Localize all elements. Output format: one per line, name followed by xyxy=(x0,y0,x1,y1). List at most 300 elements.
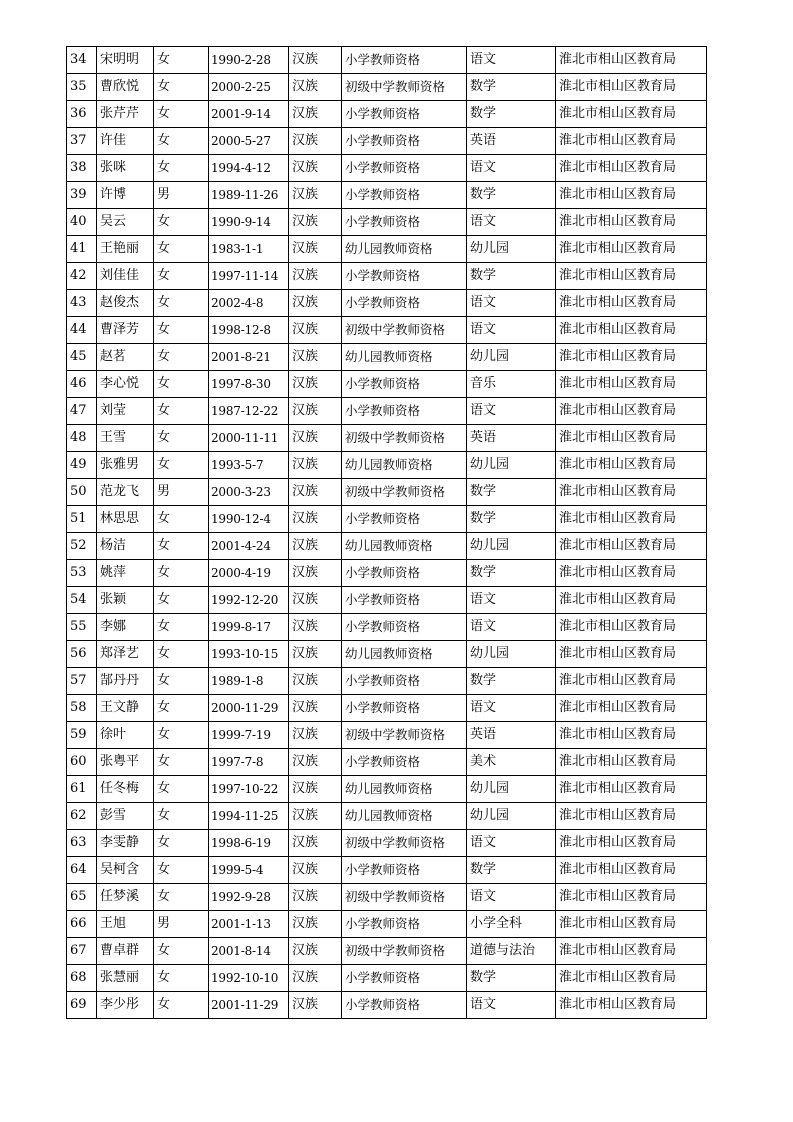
qualification-cell: 幼儿园教师资格 xyxy=(342,344,467,371)
table-row xyxy=(67,938,707,965)
ethnicity-cell: 汉族 xyxy=(289,47,342,74)
table-row xyxy=(67,398,707,425)
ethnicity-cell: 汉族 xyxy=(289,911,342,938)
name-cell: 宋明明 xyxy=(97,47,154,74)
gender-cell: 女 xyxy=(154,749,209,776)
subject-cell: 数学 xyxy=(467,263,556,290)
qualification-cell: 小学教师资格 xyxy=(342,182,467,209)
gender-cell: 女 xyxy=(154,830,209,857)
ethnicity-cell: 汉族 xyxy=(289,506,342,533)
ethnicity-cell: 汉族 xyxy=(289,641,342,668)
birth-date-cell: 2000-3-23 xyxy=(209,479,289,506)
birth-date-cell: 1990-12-4 xyxy=(209,506,289,533)
table-row xyxy=(67,479,707,506)
qualification-cell: 小学教师资格 xyxy=(342,911,467,938)
birth-date-cell: 1993-5-7 xyxy=(209,452,289,479)
row-number-cell: 59 xyxy=(67,722,97,749)
birth-date-cell: 2000-2-25 xyxy=(209,74,289,101)
row-number-cell: 49 xyxy=(67,452,97,479)
qualification-cell: 小学教师资格 xyxy=(342,992,467,1019)
table-row xyxy=(67,74,707,101)
name-cell: 许佳 xyxy=(97,128,154,155)
gender-cell: 女 xyxy=(154,317,209,344)
qualification-cell: 小学教师资格 xyxy=(342,695,467,722)
qualification-cell: 小学教师资格 xyxy=(342,587,467,614)
ethnicity-cell: 汉族 xyxy=(289,344,342,371)
qualification-cell: 小学教师资格 xyxy=(342,614,467,641)
birth-date-cell: 1992-12-20 xyxy=(209,587,289,614)
gender-cell: 女 xyxy=(154,209,209,236)
subject-cell: 幼儿园 xyxy=(467,533,556,560)
row-number-cell: 66 xyxy=(67,911,97,938)
subject-cell: 语文 xyxy=(467,290,556,317)
table-row xyxy=(67,452,707,479)
subject-cell: 语文 xyxy=(467,587,556,614)
qualification-cell: 小学教师资格 xyxy=(342,209,467,236)
row-number-cell: 68 xyxy=(67,965,97,992)
row-number-cell: 35 xyxy=(67,74,97,101)
table-row xyxy=(67,695,707,722)
qualification-cell: 初级中学教师资格 xyxy=(342,317,467,344)
name-cell: 曹欣悦 xyxy=(97,74,154,101)
table-row xyxy=(67,533,707,560)
agency-cell: 淮北市相山区教育局 xyxy=(556,668,707,695)
row-number-cell: 54 xyxy=(67,587,97,614)
subject-cell: 幼儿园 xyxy=(467,236,556,263)
table-row xyxy=(67,641,707,668)
birth-date-cell: 1997-11-14 xyxy=(209,263,289,290)
qualification-cell: 小学教师资格 xyxy=(342,371,467,398)
birth-date-cell: 2000-11-29 xyxy=(209,695,289,722)
gender-cell: 女 xyxy=(154,236,209,263)
subject-cell: 语文 xyxy=(467,317,556,344)
table-row xyxy=(67,425,707,452)
birth-date-cell: 2001-8-14 xyxy=(209,938,289,965)
name-cell: 任梦溪 xyxy=(97,884,154,911)
ethnicity-cell: 汉族 xyxy=(289,803,342,830)
row-number-cell: 50 xyxy=(67,479,97,506)
agency-cell: 淮北市相山区教育局 xyxy=(556,560,707,587)
agency-cell: 淮北市相山区教育局 xyxy=(556,911,707,938)
name-cell: 范龙飞 xyxy=(97,479,154,506)
subject-cell: 幼儿园 xyxy=(467,452,556,479)
birth-date-cell: 1990-9-14 xyxy=(209,209,289,236)
gender-cell: 女 xyxy=(154,371,209,398)
subject-cell: 语文 xyxy=(467,695,556,722)
subject-cell: 语文 xyxy=(467,884,556,911)
subject-cell: 数学 xyxy=(467,965,556,992)
row-number-cell: 36 xyxy=(67,101,97,128)
subject-cell: 数学 xyxy=(467,101,556,128)
gender-cell: 女 xyxy=(154,884,209,911)
subject-cell: 语文 xyxy=(467,155,556,182)
subject-cell: 语文 xyxy=(467,992,556,1019)
ethnicity-cell: 汉族 xyxy=(289,128,342,155)
name-cell: 张颖 xyxy=(97,587,154,614)
name-cell: 林思思 xyxy=(97,506,154,533)
birth-date-cell: 1997-8-30 xyxy=(209,371,289,398)
ethnicity-cell: 汉族 xyxy=(289,533,342,560)
agency-cell: 淮北市相山区教育局 xyxy=(556,587,707,614)
row-number-cell: 69 xyxy=(67,992,97,1019)
birth-date-cell: 1983-1-1 xyxy=(209,236,289,263)
subject-cell: 数学 xyxy=(467,506,556,533)
gender-cell: 女 xyxy=(154,857,209,884)
birth-date-cell: 2002-4-8 xyxy=(209,290,289,317)
agency-cell: 淮北市相山区教育局 xyxy=(556,182,707,209)
ethnicity-cell: 汉族 xyxy=(289,560,342,587)
roster-table xyxy=(66,46,707,1019)
table-row xyxy=(67,965,707,992)
gender-cell: 女 xyxy=(154,803,209,830)
ethnicity-cell: 汉族 xyxy=(289,614,342,641)
gender-cell: 女 xyxy=(154,452,209,479)
qualification-cell: 小学教师资格 xyxy=(342,749,467,776)
agency-cell: 淮北市相山区教育局 xyxy=(556,641,707,668)
name-cell: 杨洁 xyxy=(97,533,154,560)
subject-cell: 幼儿园 xyxy=(467,641,556,668)
name-cell: 赵茗 xyxy=(97,344,154,371)
agency-cell: 淮北市相山区教育局 xyxy=(556,74,707,101)
gender-cell: 女 xyxy=(154,533,209,560)
qualification-cell: 小学教师资格 xyxy=(342,560,467,587)
row-number-cell: 60 xyxy=(67,749,97,776)
subject-cell: 幼儿园 xyxy=(467,776,556,803)
subject-cell: 小学全科 xyxy=(467,911,556,938)
gender-cell: 女 xyxy=(154,425,209,452)
table-row xyxy=(67,290,707,317)
table-row xyxy=(67,884,707,911)
row-number-cell: 62 xyxy=(67,803,97,830)
subject-cell: 音乐 xyxy=(467,371,556,398)
agency-cell: 淮北市相山区教育局 xyxy=(556,830,707,857)
subject-cell: 数学 xyxy=(467,560,556,587)
gender-cell: 男 xyxy=(154,479,209,506)
row-number-cell: 37 xyxy=(67,128,97,155)
ethnicity-cell: 汉族 xyxy=(289,74,342,101)
name-cell: 郑泽艺 xyxy=(97,641,154,668)
qualification-cell: 小学教师资格 xyxy=(342,155,467,182)
qualification-cell: 幼儿园教师资格 xyxy=(342,803,467,830)
ethnicity-cell: 汉族 xyxy=(289,236,342,263)
qualification-cell: 幼儿园教师资格 xyxy=(342,641,467,668)
agency-cell: 淮北市相山区教育局 xyxy=(556,263,707,290)
row-number-cell: 55 xyxy=(67,614,97,641)
ethnicity-cell: 汉族 xyxy=(289,155,342,182)
gender-cell: 女 xyxy=(154,938,209,965)
subject-cell: 语文 xyxy=(467,398,556,425)
table-row xyxy=(67,911,707,938)
birth-date-cell: 1999-8-17 xyxy=(209,614,289,641)
agency-cell: 淮北市相山区教育局 xyxy=(556,425,707,452)
agency-cell: 淮北市相山区教育局 xyxy=(556,992,707,1019)
ethnicity-cell: 汉族 xyxy=(289,830,342,857)
agency-cell: 淮北市相山区教育局 xyxy=(556,290,707,317)
birth-date-cell: 1994-11-25 xyxy=(209,803,289,830)
subject-cell: 数学 xyxy=(467,668,556,695)
birth-date-cell: 1992-10-10 xyxy=(209,965,289,992)
row-number-cell: 65 xyxy=(67,884,97,911)
subject-cell: 幼儿园 xyxy=(467,803,556,830)
gender-cell: 女 xyxy=(154,101,209,128)
gender-cell: 女 xyxy=(154,776,209,803)
agency-cell: 淮北市相山区教育局 xyxy=(556,749,707,776)
row-number-cell: 34 xyxy=(67,47,97,74)
table-row xyxy=(67,587,707,614)
name-cell: 李雯静 xyxy=(97,830,154,857)
name-cell: 任冬梅 xyxy=(97,776,154,803)
row-number-cell: 53 xyxy=(67,560,97,587)
table-row xyxy=(67,317,707,344)
agency-cell: 淮北市相山区教育局 xyxy=(556,47,707,74)
ethnicity-cell: 汉族 xyxy=(289,209,342,236)
agency-cell: 淮北市相山区教育局 xyxy=(556,371,707,398)
name-cell: 郜丹丹 xyxy=(97,668,154,695)
gender-cell: 女 xyxy=(154,398,209,425)
ethnicity-cell: 汉族 xyxy=(289,884,342,911)
name-cell: 王雪 xyxy=(97,425,154,452)
subject-cell: 幼儿园 xyxy=(467,344,556,371)
row-number-cell: 44 xyxy=(67,317,97,344)
table-row xyxy=(67,371,707,398)
gender-cell: 女 xyxy=(154,992,209,1019)
name-cell: 刘莹 xyxy=(97,398,154,425)
birth-date-cell: 2001-11-29 xyxy=(209,992,289,1019)
qualification-cell: 小学教师资格 xyxy=(342,290,467,317)
name-cell: 徐叶 xyxy=(97,722,154,749)
qualification-cell: 幼儿园教师资格 xyxy=(342,533,467,560)
table-row xyxy=(67,992,707,1019)
row-number-cell: 67 xyxy=(67,938,97,965)
ethnicity-cell: 汉族 xyxy=(289,290,342,317)
table-row xyxy=(67,803,707,830)
ethnicity-cell: 汉族 xyxy=(289,722,342,749)
name-cell: 曹卓群 xyxy=(97,938,154,965)
ethnicity-cell: 汉族 xyxy=(289,668,342,695)
gender-cell: 女 xyxy=(154,695,209,722)
ethnicity-cell: 汉族 xyxy=(289,101,342,128)
table-row xyxy=(67,506,707,533)
row-number-cell: 47 xyxy=(67,398,97,425)
birth-date-cell: 1998-12-8 xyxy=(209,317,289,344)
qualification-cell: 小学教师资格 xyxy=(342,857,467,884)
gender-cell: 女 xyxy=(154,722,209,749)
birth-date-cell: 2001-9-14 xyxy=(209,101,289,128)
qualification-cell: 小学教师资格 xyxy=(342,128,467,155)
row-number-cell: 42 xyxy=(67,263,97,290)
name-cell: 王旭 xyxy=(97,911,154,938)
birth-date-cell: 1998-6-19 xyxy=(209,830,289,857)
table-row xyxy=(67,263,707,290)
name-cell: 王艳丽 xyxy=(97,236,154,263)
gender-cell: 女 xyxy=(154,344,209,371)
gender-cell: 女 xyxy=(154,506,209,533)
table-row xyxy=(67,47,707,74)
agency-cell: 淮北市相山区教育局 xyxy=(556,884,707,911)
table-row xyxy=(67,776,707,803)
name-cell: 张咪 xyxy=(97,155,154,182)
gender-cell: 女 xyxy=(154,74,209,101)
agency-cell: 淮北市相山区教育局 xyxy=(556,857,707,884)
subject-cell: 道德与法治 xyxy=(467,938,556,965)
ethnicity-cell: 汉族 xyxy=(289,425,342,452)
name-cell: 吴柯含 xyxy=(97,857,154,884)
name-cell: 吴云 xyxy=(97,209,154,236)
table-row xyxy=(67,128,707,155)
qualification-cell: 初级中学教师资格 xyxy=(342,938,467,965)
subject-cell: 数学 xyxy=(467,74,556,101)
birth-date-cell: 1987-12-22 xyxy=(209,398,289,425)
gender-cell: 女 xyxy=(154,290,209,317)
agency-cell: 淮北市相山区教育局 xyxy=(556,317,707,344)
table-row xyxy=(67,101,707,128)
table-row xyxy=(67,209,707,236)
qualification-cell: 小学教师资格 xyxy=(342,506,467,533)
qualification-cell: 初级中学教师资格 xyxy=(342,830,467,857)
ethnicity-cell: 汉族 xyxy=(289,398,342,425)
gender-cell: 女 xyxy=(154,47,209,74)
table-row xyxy=(67,857,707,884)
gender-cell: 男 xyxy=(154,182,209,209)
row-number-cell: 41 xyxy=(67,236,97,263)
qualification-cell: 小学教师资格 xyxy=(342,263,467,290)
ethnicity-cell: 汉族 xyxy=(289,776,342,803)
row-number-cell: 51 xyxy=(67,506,97,533)
row-number-cell: 40 xyxy=(67,209,97,236)
agency-cell: 淮北市相山区教育局 xyxy=(556,722,707,749)
birth-date-cell: 1989-11-26 xyxy=(209,182,289,209)
birth-date-cell: 1997-10-22 xyxy=(209,776,289,803)
table-row xyxy=(67,722,707,749)
ethnicity-cell: 汉族 xyxy=(289,857,342,884)
name-cell: 姚萍 xyxy=(97,560,154,587)
gender-cell: 女 xyxy=(154,128,209,155)
agency-cell: 淮北市相山区教育局 xyxy=(556,101,707,128)
table-row xyxy=(67,668,707,695)
row-number-cell: 52 xyxy=(67,533,97,560)
agency-cell: 淮北市相山区教育局 xyxy=(556,479,707,506)
row-number-cell: 58 xyxy=(67,695,97,722)
row-number-cell: 64 xyxy=(67,857,97,884)
name-cell: 刘佳佳 xyxy=(97,263,154,290)
ethnicity-cell: 汉族 xyxy=(289,317,342,344)
row-number-cell: 56 xyxy=(67,641,97,668)
birth-date-cell: 2000-11-11 xyxy=(209,425,289,452)
row-number-cell: 46 xyxy=(67,371,97,398)
agency-cell: 淮北市相山区教育局 xyxy=(556,506,707,533)
name-cell: 张粤平 xyxy=(97,749,154,776)
subject-cell: 英语 xyxy=(467,425,556,452)
birth-date-cell: 1999-5-4 xyxy=(209,857,289,884)
table-row xyxy=(67,182,707,209)
row-number-cell: 61 xyxy=(67,776,97,803)
ethnicity-cell: 汉族 xyxy=(289,371,342,398)
subject-cell: 语文 xyxy=(467,614,556,641)
roster-body xyxy=(67,47,707,1019)
row-number-cell: 63 xyxy=(67,830,97,857)
agency-cell: 淮北市相山区教育局 xyxy=(556,776,707,803)
subject-cell: 语文 xyxy=(467,830,556,857)
gender-cell: 女 xyxy=(154,614,209,641)
birth-date-cell: 1999-7-19 xyxy=(209,722,289,749)
table-row xyxy=(67,236,707,263)
agency-cell: 淮北市相山区教育局 xyxy=(556,803,707,830)
gender-cell: 男 xyxy=(154,911,209,938)
name-cell: 赵俊杰 xyxy=(97,290,154,317)
agency-cell: 淮北市相山区教育局 xyxy=(556,155,707,182)
birth-date-cell: 2000-5-27 xyxy=(209,128,289,155)
ethnicity-cell: 汉族 xyxy=(289,992,342,1019)
table-row xyxy=(67,830,707,857)
row-number-cell: 38 xyxy=(67,155,97,182)
ethnicity-cell: 汉族 xyxy=(289,938,342,965)
subject-cell: 语文 xyxy=(467,47,556,74)
table-row xyxy=(67,155,707,182)
gender-cell: 女 xyxy=(154,965,209,992)
birth-date-cell: 1997-7-8 xyxy=(209,749,289,776)
qualification-cell: 初级中学教师资格 xyxy=(342,425,467,452)
birth-date-cell: 1994-4-12 xyxy=(209,155,289,182)
qualification-cell: 幼儿园教师资格 xyxy=(342,452,467,479)
row-number-cell: 57 xyxy=(67,668,97,695)
name-cell: 曹泽芳 xyxy=(97,317,154,344)
agency-cell: 淮北市相山区教育局 xyxy=(556,965,707,992)
ethnicity-cell: 汉族 xyxy=(289,452,342,479)
agency-cell: 淮北市相山区教育局 xyxy=(556,344,707,371)
name-cell: 彭雪 xyxy=(97,803,154,830)
qualification-cell: 初级中学教师资格 xyxy=(342,479,467,506)
qualification-cell: 小学教师资格 xyxy=(342,668,467,695)
ethnicity-cell: 汉族 xyxy=(289,587,342,614)
subject-cell: 数学 xyxy=(467,479,556,506)
qualification-cell: 小学教师资格 xyxy=(342,101,467,128)
birth-date-cell: 1990-2-28 xyxy=(209,47,289,74)
table-row xyxy=(67,614,707,641)
qualification-cell: 小学教师资格 xyxy=(342,47,467,74)
name-cell: 张雅男 xyxy=(97,452,154,479)
birth-date-cell: 1993-10-15 xyxy=(209,641,289,668)
agency-cell: 淮北市相山区教育局 xyxy=(556,614,707,641)
ethnicity-cell: 汉族 xyxy=(289,182,342,209)
agency-cell: 淮北市相山区教育局 xyxy=(556,938,707,965)
gender-cell: 女 xyxy=(154,155,209,182)
subject-cell: 英语 xyxy=(467,128,556,155)
name-cell: 王文静 xyxy=(97,695,154,722)
gender-cell: 女 xyxy=(154,587,209,614)
table-row xyxy=(67,344,707,371)
birth-date-cell: 1989-1-8 xyxy=(209,668,289,695)
agency-cell: 淮北市相山区教育局 xyxy=(556,209,707,236)
subject-cell: 英语 xyxy=(467,722,556,749)
birth-date-cell: 2000-4-19 xyxy=(209,560,289,587)
gender-cell: 女 xyxy=(154,263,209,290)
ethnicity-cell: 汉族 xyxy=(289,749,342,776)
agency-cell: 淮北市相山区教育局 xyxy=(556,398,707,425)
table-row xyxy=(67,749,707,776)
birth-date-cell: 2001-1-13 xyxy=(209,911,289,938)
subject-cell: 美术 xyxy=(467,749,556,776)
row-number-cell: 43 xyxy=(67,290,97,317)
row-number-cell: 48 xyxy=(67,425,97,452)
row-number-cell: 45 xyxy=(67,344,97,371)
qualification-cell: 小学教师资格 xyxy=(342,398,467,425)
birth-date-cell: 2001-4-24 xyxy=(209,533,289,560)
qualification-cell: 幼儿园教师资格 xyxy=(342,236,467,263)
name-cell: 李心悦 xyxy=(97,371,154,398)
ethnicity-cell: 汉族 xyxy=(289,263,342,290)
row-number-cell: 39 xyxy=(67,182,97,209)
gender-cell: 女 xyxy=(154,641,209,668)
